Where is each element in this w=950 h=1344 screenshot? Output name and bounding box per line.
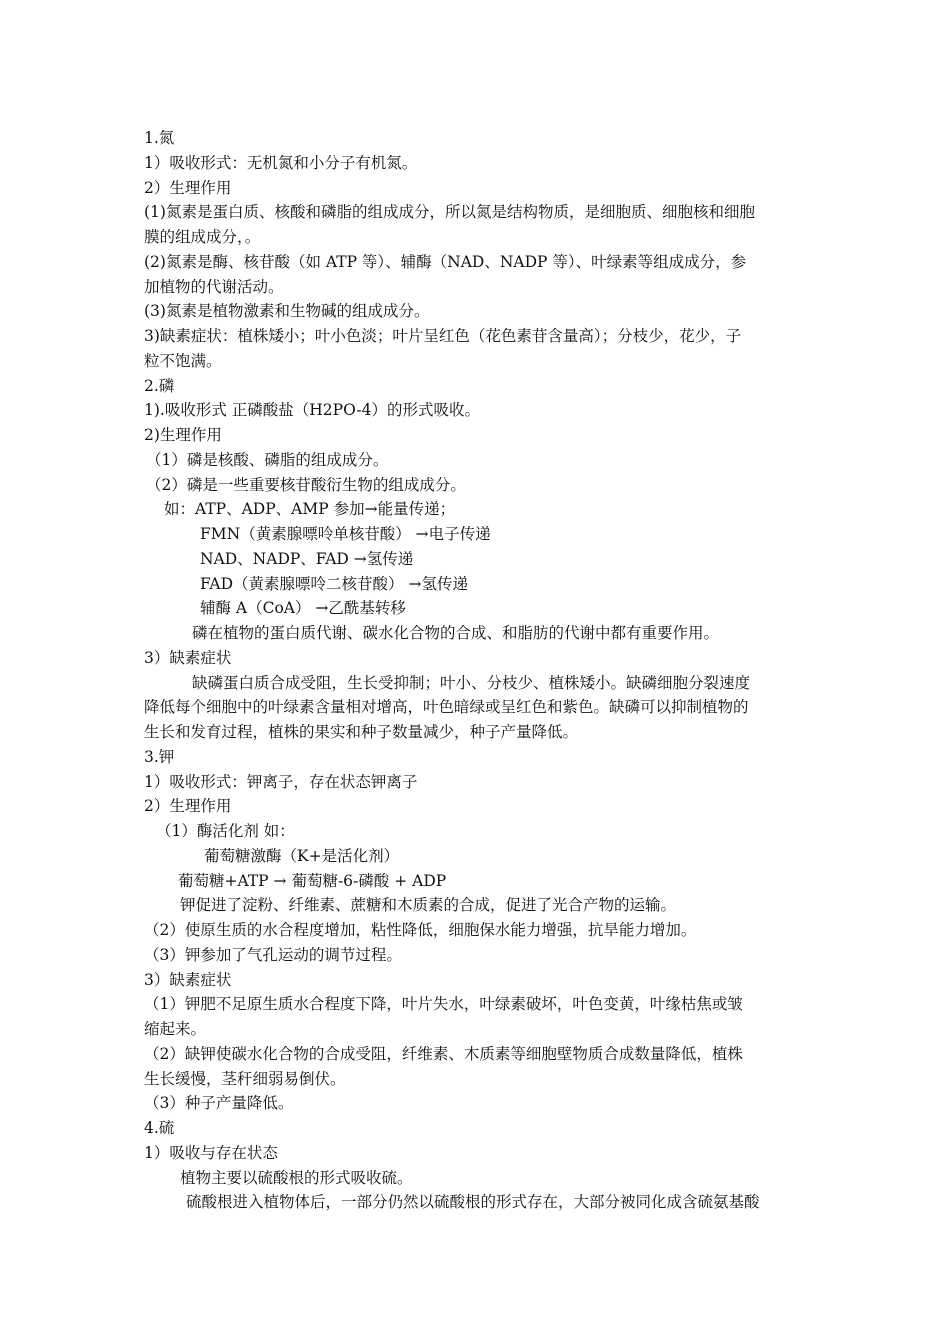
text-line: 缩起来。 — [144, 1020, 207, 1038]
text-line: （1）酶活化剂 如： — [156, 822, 295, 840]
text-line: （1）磷是核酸、磷脂的组成成分。 — [146, 450, 389, 469]
text-line: (2)氮素是酶、核苷酸（如 ATP 等）、辅酶（NAD、NADP 等）、叶绿素等组成成分，参 — [144, 252, 747, 271]
text-line: 2）生理作用 — [144, 178, 232, 197]
text-line: 1）吸收形式：无机氮和小分子有机氮。 — [144, 153, 418, 172]
text-line: 辅酶 A（CoA） →乙酰基转移 — [200, 599, 406, 618]
text-line: （2）磷是一些重要核苷酸衍生物的组成成分。 — [146, 475, 466, 494]
text-line: 缺磷蛋白质合成受阻，生长受抑制；叶小、分枝少、植株矮小。缺磷细胞分裂速度 — [192, 673, 751, 692]
text-line: 如：ATP、ADP、AMP 参加→能量传递； — [164, 500, 456, 519]
text-line: 2)生理作用 — [144, 426, 222, 444]
text-line: 1).吸收形式 正磷酸盐（H2PO-4）的形式吸收。 — [144, 401, 480, 420]
text-line: 降低每个细胞中的叶绿素含量相对增高，叶色暗绿或呈红色和紫色。缺磷可以抑制植物的 — [144, 698, 749, 717]
text-line: 硫酸根进入植物体后，一部分仍然以硫酸根的形式存在，大部分被同化成含硫氨基酸 — [186, 1193, 760, 1212]
text-line: （2）使原生质的水合程度增加，粘性降低，细胞保水能力增强，抗旱能力增加。 — [144, 921, 697, 939]
text-line: 加植物的代谢活动。 — [144, 277, 284, 296]
text-line: 4.硫 — [144, 1119, 175, 1137]
text-line: 葡萄糖激酶（K+是活化剂） — [204, 846, 400, 865]
text-line: 3）缺素症状 — [144, 970, 232, 989]
text-line: 3.钾 — [144, 747, 175, 766]
text-line: 粒不饱满。 — [144, 351, 222, 370]
text-line: 1）吸收与存在状态 — [144, 1143, 278, 1162]
text-line: (1)氮素是蛋白质、核酸和磷脂的组成成分，所以氮是结构物质，是细胞质、细胞核和细胞 — [144, 203, 755, 222]
text-line: 1）吸收形式：钾离子，存在状态钾离子 — [144, 772, 418, 791]
text-line: （3）种子产量降低。 — [144, 1094, 294, 1113]
text-line: 葡萄糖+ATP → 葡萄糖-6-磷酸 + ADP — [178, 871, 447, 890]
text-line: 膜的组成成分，。 — [144, 228, 261, 246]
document-body — [144, 126, 814, 1215]
text-line: （2）缺钾使碳水化合物的合成受阻，纤维素、木质素等细胞壁物质合成数量降低，植株 — [144, 1044, 743, 1063]
text-line: 生长缓慢，茎秆细弱易倒伏。 — [144, 1069, 346, 1088]
text-line: （1）钾肥不足原生质水合程度下降，叶片失水，叶绿素破坏，叶色变黄，叶缘枯焦或皱 — [144, 995, 743, 1014]
text-line: 植物主要以硫酸根的形式吸收硫。 — [180, 1168, 413, 1187]
text-line: (3)氮素是植物激素和生物碱的组成成分。 — [144, 302, 430, 321]
text-line: 1.氮 — [144, 129, 175, 147]
text-line: NAD、NADP、FAD →氢传递 — [200, 549, 414, 568]
text-line: 3）缺素症状 — [144, 648, 232, 667]
text-line: FAD（黄素腺嘌呤二核苷酸） →氢传递 — [200, 574, 468, 593]
text-line: FMN（黄素腺嘌呤单核苷酸） →电子传递 — [200, 525, 491, 543]
text-line: 生长和发育过程，植株的果实和种子数量减少，种子产量降低。 — [144, 723, 579, 741]
text-line: 2）生理作用 — [144, 797, 232, 816]
text-line: 钾促进了淀粉、纤维素、蔗糖和木质素的合成，促进了光合产物的运输。 — [180, 896, 677, 915]
text-line: 3)缺素症状：植株矮小；叶小色淡；叶片呈红色（花色素苷含量高）；分枝少，花少，子 — [144, 327, 742, 345]
text-line: 磷在植物的蛋白质代谢、碳水化合物的合成、和脂肪的代谢中都有重要作用。 — [192, 624, 720, 642]
text-line: 2.磷 — [144, 376, 175, 395]
text-line: （3）钾参加了气孔运动的调节过程。 — [144, 945, 402, 964]
